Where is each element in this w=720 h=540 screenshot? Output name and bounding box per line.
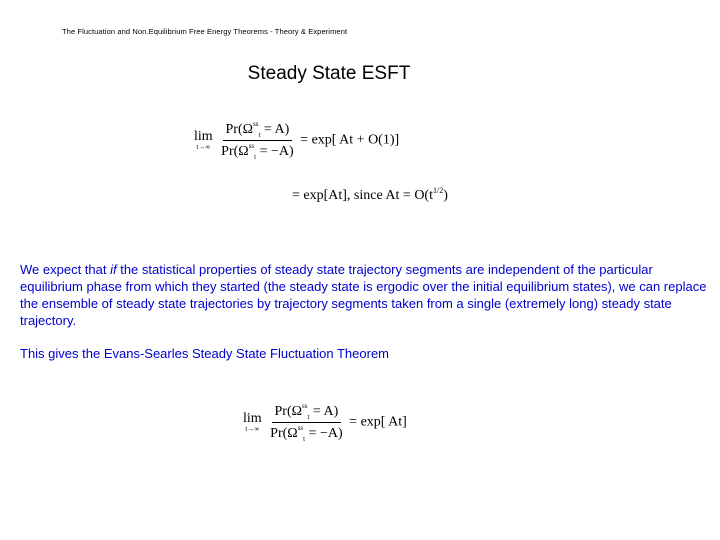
equation-fluctuation-theorem [243,402,407,443]
slide-title: Steady State ESFT [247,63,411,84]
equation-right-side: = exp[ At] [349,414,407,430]
equation-continuation [292,186,448,204]
limit-subscript: t→∞ [196,142,211,151]
limit-operator [243,412,262,433]
continuation-exponent: 1/2 [432,186,444,195]
probability-fraction [267,402,346,443]
fraction-numerator: $Pr(\Omega^{ss}_t = A)$ [223,120,293,141]
limit-word: lim [194,128,213,144]
equation-limit-ratio [194,120,399,161]
fraction-numerator: $Pr(\Omega^{ss}_t = A)$ [272,402,342,423]
explanation-paragraph: We expect that if the statistical properties of steady state trajectory segments are independent of the particular equilibrium phase from which they started (the steady state is ergodic over the initial equilibrium states), we can replace the ensemble of steady state trajectories by trajectory segments taken from a single (extremely long) steady state trajectory. [20,262,707,328]
probability-fraction [218,120,297,161]
continuation-text: = exp[At], since At = O(t [292,188,433,203]
equation-right-side: = exp[ At + O(1)] [300,132,400,148]
conclusion-paragraph: This gives the Evans-Searles Steady State Fluctuation Theorem [20,346,390,361]
limit-word: lim [243,410,262,426]
fraction-denominator: $Pr(\Omega^{ss}_t = -A)$ [221,141,294,161]
continuation-tail: ) [443,188,448,203]
slide-header: The Fluctuation and Non.Equilibrium Free Energy Theorems - Theory & Experiment [62,27,348,36]
fraction-denominator: $Pr(\Omega^{ss}_t = -A)$ [270,423,343,443]
limit-operator [194,130,213,151]
limit-subscript: t→∞ [245,424,260,433]
emphasis-if: if [110,262,117,277]
